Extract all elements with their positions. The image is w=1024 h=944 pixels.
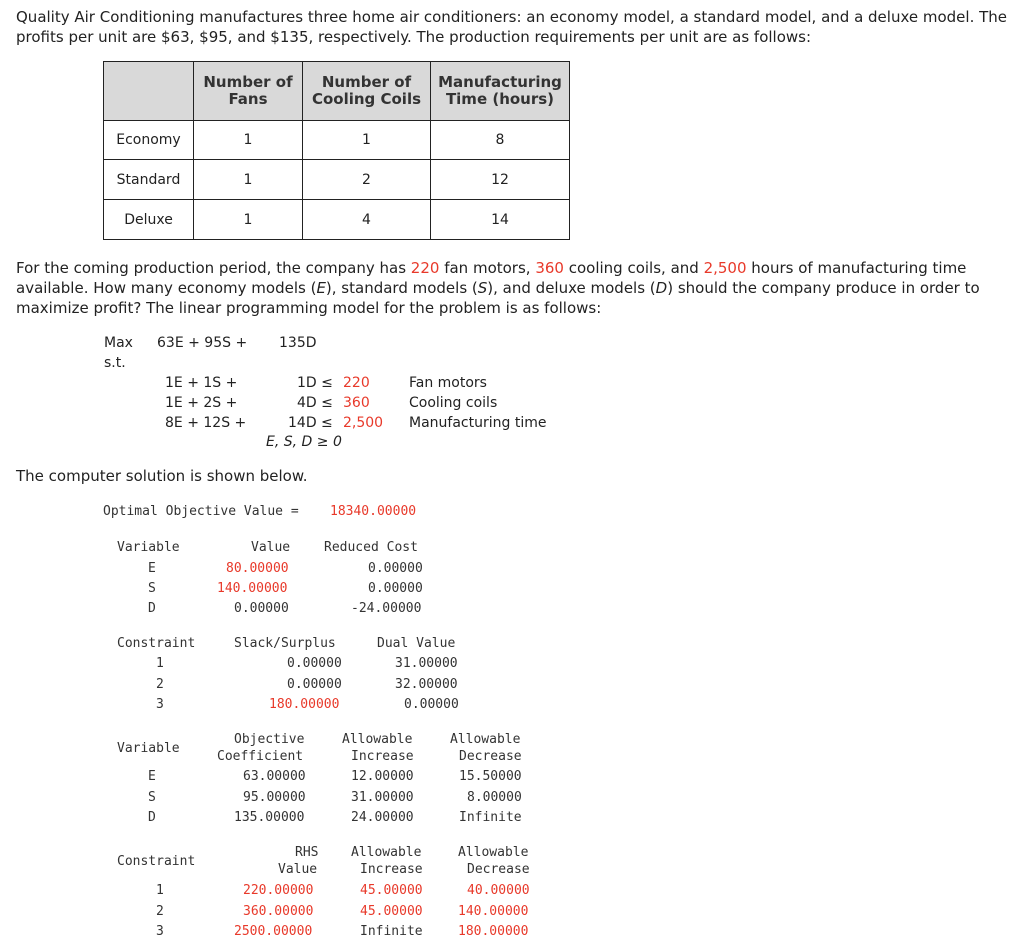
table-row-standard [104, 160, 570, 200]
objrange-coef: 135.00000 [234, 810, 305, 825]
objrange-coef: 95.00000 [243, 790, 306, 805]
rhsrange-header-dec-2: Decrease [467, 862, 530, 877]
var-name: D [148, 601, 156, 616]
rhsrange-dec: 40.00000 [467, 883, 530, 898]
objrange-dec: 15.50000 [459, 769, 522, 784]
con-dual: 32.00000 [395, 677, 458, 692]
requirements-table [103, 61, 570, 240]
rhsrange-dec: 140.00000 [458, 904, 529, 919]
con-dual: 0.00000 [404, 697, 459, 712]
rhsrange-inc: 45.00000 [360, 883, 423, 898]
rhsrange-header-inc-1: Allowable [351, 845, 422, 860]
objrange-inc: 31.00000 [351, 790, 414, 805]
rhsrange-name: 2 [156, 904, 164, 919]
constraint-2-d: 4D ≤ [297, 395, 333, 411]
cell-coils: 4 [303, 200, 431, 240]
objrange-coef: 63.00000 [243, 769, 306, 784]
con-header-dual: Dual Value [377, 636, 456, 651]
max-label: Max [104, 335, 133, 351]
con-name: 2 [156, 677, 164, 692]
objrange-dec: Infinite [459, 810, 522, 825]
objrange-name: S [148, 790, 156, 805]
var-value: 140.00000 [217, 581, 288, 596]
constraint-1-d: 1D ≤ [297, 375, 333, 391]
rhsrange-header-inc-2: Increase [360, 862, 423, 877]
rhsrange-rhs: 360.00000 [243, 904, 314, 919]
var-reduced: -24.00000 [351, 601, 422, 616]
rhsrange-header-rhs-1: RHS [295, 845, 319, 860]
con-slack: 180.00000 [269, 697, 340, 712]
cell-time: 8 [431, 121, 570, 160]
lp-model [0, 333, 1024, 453]
objrange-header-variable: Variable [117, 741, 180, 756]
var-reduced: 0.00000 [368, 561, 423, 576]
cell-coils: 2 [303, 160, 431, 200]
cell-time: 12 [431, 160, 570, 200]
rhsrange-name: 1 [156, 883, 164, 898]
constraint-2-rhs: 360 [343, 395, 370, 411]
table-row-deluxe [104, 200, 570, 240]
header-manufacturing-time: Manufacturing Time (hours) [431, 62, 570, 121]
table-corner-cell [104, 62, 194, 121]
objrange-header-coef-2: Coefficient [217, 749, 304, 764]
problem-line-3: maximize profit? The linear programming model for the problem is as follows: [16, 299, 602, 317]
st-label: s.t. [104, 355, 126, 371]
con-dual: 31.00000 [395, 656, 458, 671]
rhsrange-dec: 180.00000 [458, 924, 529, 939]
var-header-value: Value [251, 540, 291, 555]
rhsrange-inc: 45.00000 [360, 904, 423, 919]
constraint-3-rhs: 2,500 [343, 415, 384, 431]
objective-d-term: 135D [279, 335, 317, 351]
objective-expression: 63E + 95S + [157, 335, 248, 351]
var-reduced: 0.00000 [368, 581, 423, 596]
objrange-name: D [148, 810, 156, 825]
intro-line-2: profits per unit are $63, $95, and $135, respectively. The production requirements per unit are as follows: [16, 28, 812, 46]
objrange-inc: 12.00000 [351, 769, 414, 784]
rhsrange-rhs: 220.00000 [243, 883, 314, 898]
con-slack: 0.00000 [287, 677, 342, 692]
con-header-slack: Slack/Surplus [234, 636, 336, 651]
constraint-1-label: Fan motors [409, 375, 487, 391]
row-label: Standard [104, 160, 194, 200]
objective-value: 18340.00000 [330, 504, 417, 519]
con-name: 3 [156, 697, 164, 712]
objrange-header-inc-2: Increase [351, 749, 414, 764]
row-label: Economy [104, 121, 194, 160]
solution-intro: The computer solution is shown below. [16, 467, 308, 485]
cell-fans: 1 [194, 121, 303, 160]
rhsrange-header-rhs-2: Value [278, 862, 318, 877]
nonnegativity: E, S, D ≥ 0 [266, 434, 342, 450]
constraint-1-rhs: 220 [343, 375, 370, 391]
problem-line-2: available. How many economy models (E), standard models (S), and deluxe models (D) should the company produce in order to [16, 279, 980, 297]
objective-label: Optimal Objective Value = [103, 504, 299, 519]
intro-paragraph [16, 7, 1007, 47]
row-label: Deluxe [104, 200, 194, 240]
constraint-3-d: 14D ≤ [288, 415, 333, 431]
rhsrange-inc: Infinite [360, 924, 423, 939]
problem-paragraph [16, 258, 980, 318]
var-value: 80.00000 [226, 561, 289, 576]
objrange-header-coef-1: Objective [234, 732, 305, 747]
var-header-reduced-cost: Reduced Cost [324, 540, 418, 555]
cell-fans: 1 [194, 160, 303, 200]
header-cooling-coils: Number of Cooling Coils [303, 62, 431, 121]
objrange-header-inc-1: Allowable [342, 732, 413, 747]
var-header-variable: Variable [117, 540, 180, 555]
problem-line-1: For the coming production period, the company has 220 fan motors, 360 cooling coils, and 2,500 hours of manufacturing time [16, 259, 967, 277]
con-header-constraint: Constraint [117, 636, 196, 651]
cooling-coils-value: 360 [535, 259, 564, 277]
cell-fans: 1 [194, 200, 303, 240]
constraint-3-label: Manufacturing time [409, 415, 547, 431]
table-row-economy [104, 121, 570, 160]
cell-coils: 1 [303, 121, 431, 160]
header-fans: Number of Fans [194, 62, 303, 121]
var-value: 0.00000 [234, 601, 289, 616]
objrange-dec: 8.00000 [467, 790, 522, 805]
rhsrange-name: 3 [156, 924, 164, 939]
constraint-3-lhs: 8E + 12S + [165, 415, 247, 431]
constraint-1-lhs: 1E + 1S + [165, 375, 238, 391]
con-slack: 0.00000 [287, 656, 342, 671]
objrange-name: E [148, 769, 156, 784]
objrange-header-dec-1: Allowable [450, 732, 521, 747]
fan-motors-value: 220 [410, 259, 440, 277]
con-name: 1 [156, 656, 164, 671]
rhsrange-rhs: 2500.00000 [234, 924, 313, 939]
intro-line-1: Quality Air Conditioning manufactures three home air conditioners: an economy model, a standard model, and a deluxe model. The [16, 8, 1008, 26]
hours-value: 2,500 [703, 259, 747, 277]
var-name: E [148, 561, 156, 576]
rhsrange-header-constraint: Constraint [117, 854, 196, 869]
rhsrange-header-dec-1: Allowable [458, 845, 529, 860]
cell-time: 14 [431, 200, 570, 240]
constraint-2-lhs: 1E + 2S + [165, 395, 238, 411]
objrange-header-dec-2: Decrease [459, 749, 522, 764]
objrange-inc: 24.00000 [351, 810, 414, 825]
constraint-2-label: Cooling coils [409, 395, 498, 411]
var-name: S [148, 581, 156, 596]
